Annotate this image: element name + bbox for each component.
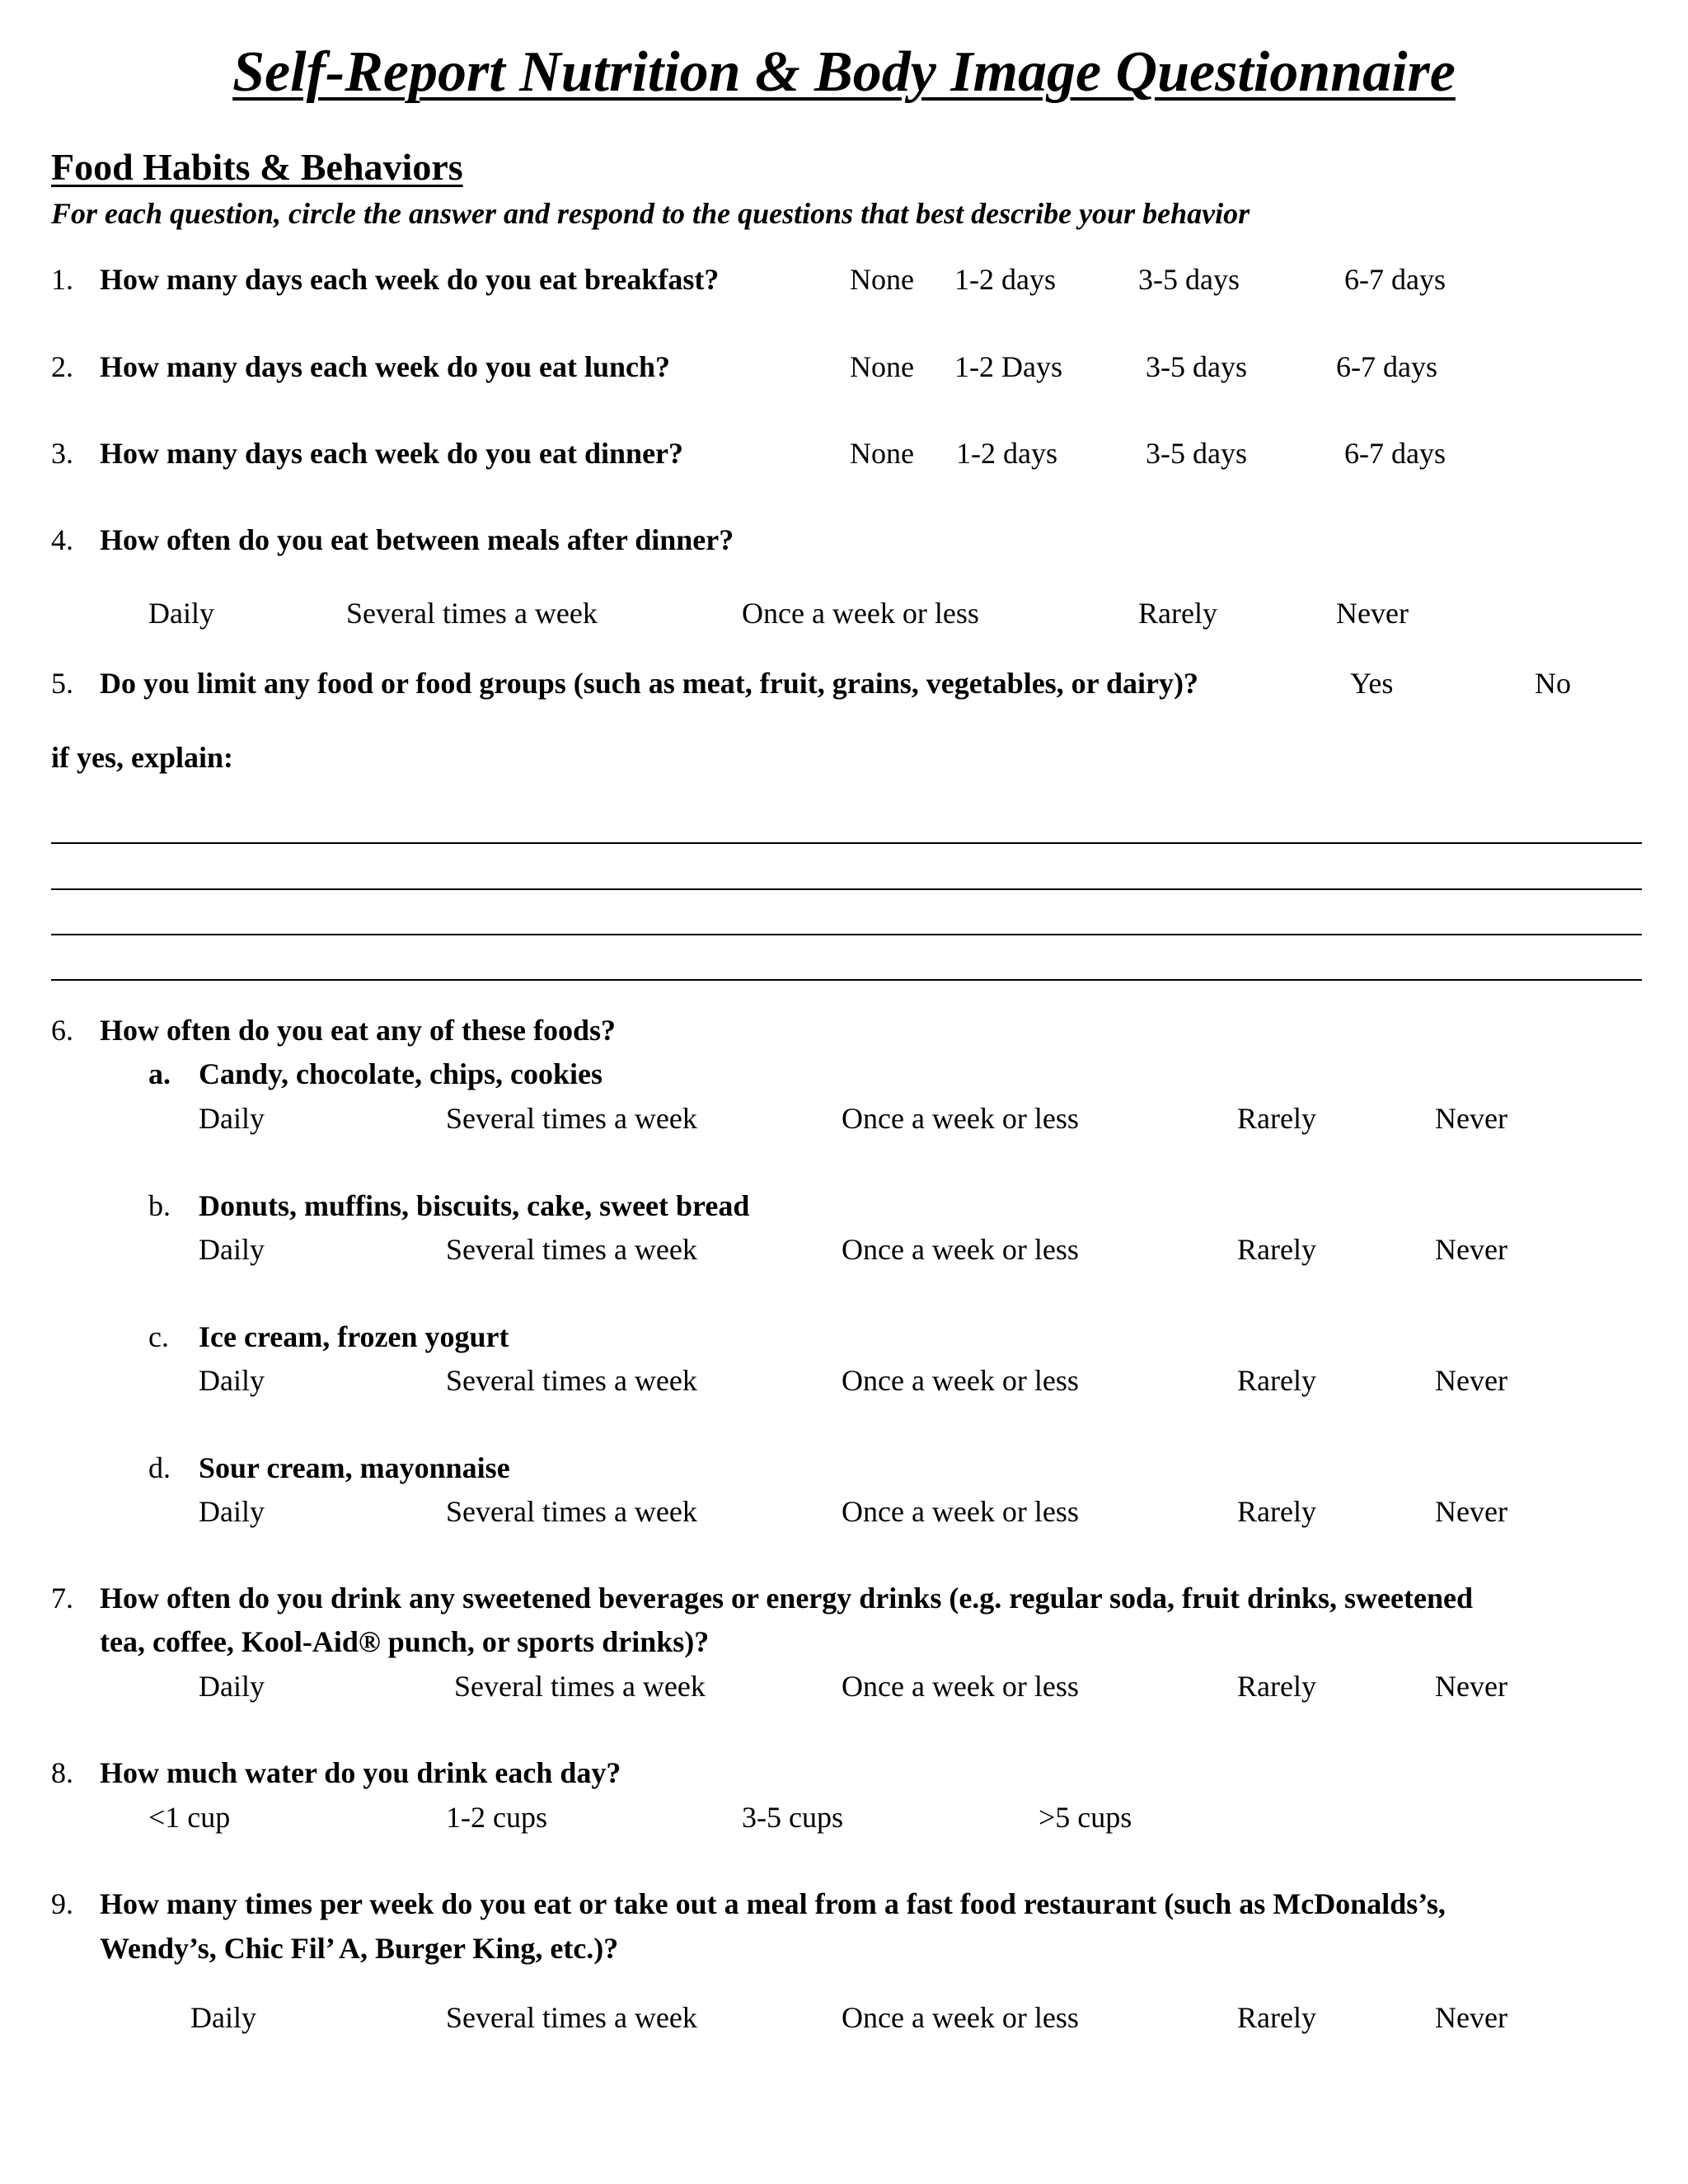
answer-option[interactable]: Once a week or less <box>742 597 979 630</box>
answer-option[interactable]: None <box>850 437 914 470</box>
answer-option[interactable]: Rarely <box>1237 1495 1316 1528</box>
answer-option[interactable]: Never <box>1435 1364 1507 1397</box>
answer-option[interactable]: 6-7 days <box>1344 437 1446 470</box>
answer-option[interactable]: 1-2 days <box>954 263 1056 296</box>
answer-option[interactable]: Daily <box>190 2001 256 2034</box>
answer-option[interactable]: Rarely <box>1237 2001 1316 2034</box>
answer-line[interactable] <box>51 979 1642 981</box>
answer-option[interactable]: Rarely <box>1237 1102 1316 1135</box>
answer-option[interactable]: <1 cup <box>148 1801 231 1834</box>
answer-line[interactable] <box>51 888 1642 890</box>
answer-option[interactable]: Once a week or less <box>842 2001 1079 2034</box>
question-number: 5. <box>51 667 73 700</box>
question-4-text: How often do you eat between meals after dinner? <box>100 523 734 556</box>
answer-line[interactable] <box>51 934 1642 935</box>
answer-option[interactable]: Rarely <box>1237 1670 1316 1703</box>
sub-item-text: Donuts, muffins, biscuits, cake, sweet bread <box>199 1189 750 1222</box>
question-6-text: How often do you eat any of these foods? <box>100 1014 616 1047</box>
answer-option[interactable]: Never <box>1435 1495 1507 1528</box>
answer-option[interactable]: Once a week or less <box>842 1233 1079 1266</box>
sub-item-letter: a. <box>148 1057 171 1090</box>
answer-option[interactable]: Several times a week <box>454 1670 706 1703</box>
answer-option[interactable]: None <box>850 350 914 383</box>
answer-option[interactable]: 3-5 days <box>1146 350 1247 383</box>
question-5-text: Do you limit any food or food groups (such as meat, fruit, grains, vegetables, or dairy)? <box>100 667 1199 700</box>
answer-option[interactable]: Rarely <box>1138 597 1217 630</box>
question-number: 3. <box>51 437 73 470</box>
sub-item-text: Sour cream, mayonnaise <box>199 1451 510 1484</box>
answer-option[interactable]: Once a week or less <box>842 1670 1079 1703</box>
answer-option[interactable]: Several times a week <box>446 1102 697 1135</box>
question-number: 2. <box>51 350 73 383</box>
explain-label: if yes, explain: <box>51 741 233 774</box>
question-9-text: How many times per week do you eat or take out a meal from a fast food restaurant (such as McDonalds’s, <box>100 1887 1446 1920</box>
page-title: Self-Report Nutrition & Body Image Questionnaire <box>232 40 1456 104</box>
instructions: For each question, circle the answer and respond to the questions that best describe your behavior <box>51 197 1250 230</box>
question-2-text: How many days each week do you eat lunch? <box>100 350 671 383</box>
answer-option[interactable]: Daily <box>199 1233 265 1266</box>
question-7-text-cont: tea, coffee, Kool-Aid® punch, or sports drinks)? <box>100 1625 710 1658</box>
sub-item-letter: d. <box>148 1451 171 1484</box>
answer-option[interactable]: Rarely <box>1237 1364 1316 1397</box>
answer-option[interactable]: Never <box>1336 597 1409 630</box>
answer-option[interactable]: Several times a week <box>446 1233 697 1266</box>
answer-option[interactable]: Daily <box>199 1670 265 1703</box>
sub-item-letter: c. <box>148 1320 169 1353</box>
answer-option[interactable]: Never <box>1435 2001 1507 2034</box>
sub-item-text: Candy, chocolate, chips, cookies <box>199 1057 603 1090</box>
question-9-text-cont: Wendy’s, Chic Fil’ A, Burger King, etc.)? <box>100 1932 619 1965</box>
answer-option[interactable]: Daily <box>199 1495 265 1528</box>
answer-option[interactable]: Rarely <box>1237 1233 1316 1266</box>
answer-option[interactable]: Never <box>1435 1233 1507 1266</box>
answer-option[interactable]: Daily <box>199 1364 265 1397</box>
answer-option[interactable]: Once a week or less <box>842 1102 1079 1135</box>
section-heading: Food Habits & Behaviors <box>51 146 463 188</box>
answer-option[interactable]: 1-2 cups <box>446 1801 547 1834</box>
answer-option[interactable]: Never <box>1435 1102 1507 1135</box>
answer-option[interactable]: Several times a week <box>446 1364 697 1397</box>
question-number: 8. <box>51 1756 73 1789</box>
answer-option[interactable]: 3-5 cups <box>742 1801 843 1834</box>
question-number: 9. <box>51 1887 73 1920</box>
answer-option[interactable]: 3-5 days <box>1146 437 1247 470</box>
sub-item-text: Ice cream, frozen yogurt <box>199 1320 509 1353</box>
answer-option[interactable]: Once a week or less <box>842 1495 1079 1528</box>
answer-option[interactable]: 6-7 days <box>1344 263 1446 296</box>
answer-option[interactable]: 3-5 days <box>1138 263 1240 296</box>
answer-option[interactable]: >5 cups <box>1039 1801 1132 1834</box>
answer-option[interactable]: No <box>1535 667 1571 700</box>
question-1-text: How many days each week do you eat breakfast? <box>100 263 720 296</box>
answer-option[interactable]: Yes <box>1350 667 1394 700</box>
question-number: 6. <box>51 1014 73 1047</box>
question-3-text: How many days each week do you eat dinner? <box>100 437 684 470</box>
answer-option[interactable]: None <box>850 263 914 296</box>
answer-option[interactable]: Daily <box>199 1102 265 1135</box>
answer-line[interactable] <box>51 842 1642 844</box>
answer-option[interactable]: Daily <box>148 597 214 630</box>
question-number: 4. <box>51 523 73 556</box>
answer-option[interactable]: 6-7 days <box>1336 350 1437 383</box>
question-number: 7. <box>51 1582 73 1615</box>
sub-item-letter: b. <box>148 1189 171 1222</box>
answer-option[interactable]: Once a week or less <box>842 1364 1079 1397</box>
answer-option[interactable]: 1-2 Days <box>954 350 1062 383</box>
answer-option[interactable]: Several times a week <box>446 1495 697 1528</box>
question-number: 1. <box>51 263 73 296</box>
question-7-text: How often do you drink any sweetened beverages or energy drinks (e.g. regular soda, fruit drinks, sweetened <box>100 1582 1473 1615</box>
question-8-text: How much water do you drink each day? <box>100 1756 621 1789</box>
answer-option[interactable]: 1-2 days <box>956 437 1057 470</box>
answer-option[interactable]: Several times a week <box>446 2001 697 2034</box>
answer-option[interactable]: Never <box>1435 1670 1507 1703</box>
answer-option[interactable]: Several times a week <box>346 597 598 630</box>
